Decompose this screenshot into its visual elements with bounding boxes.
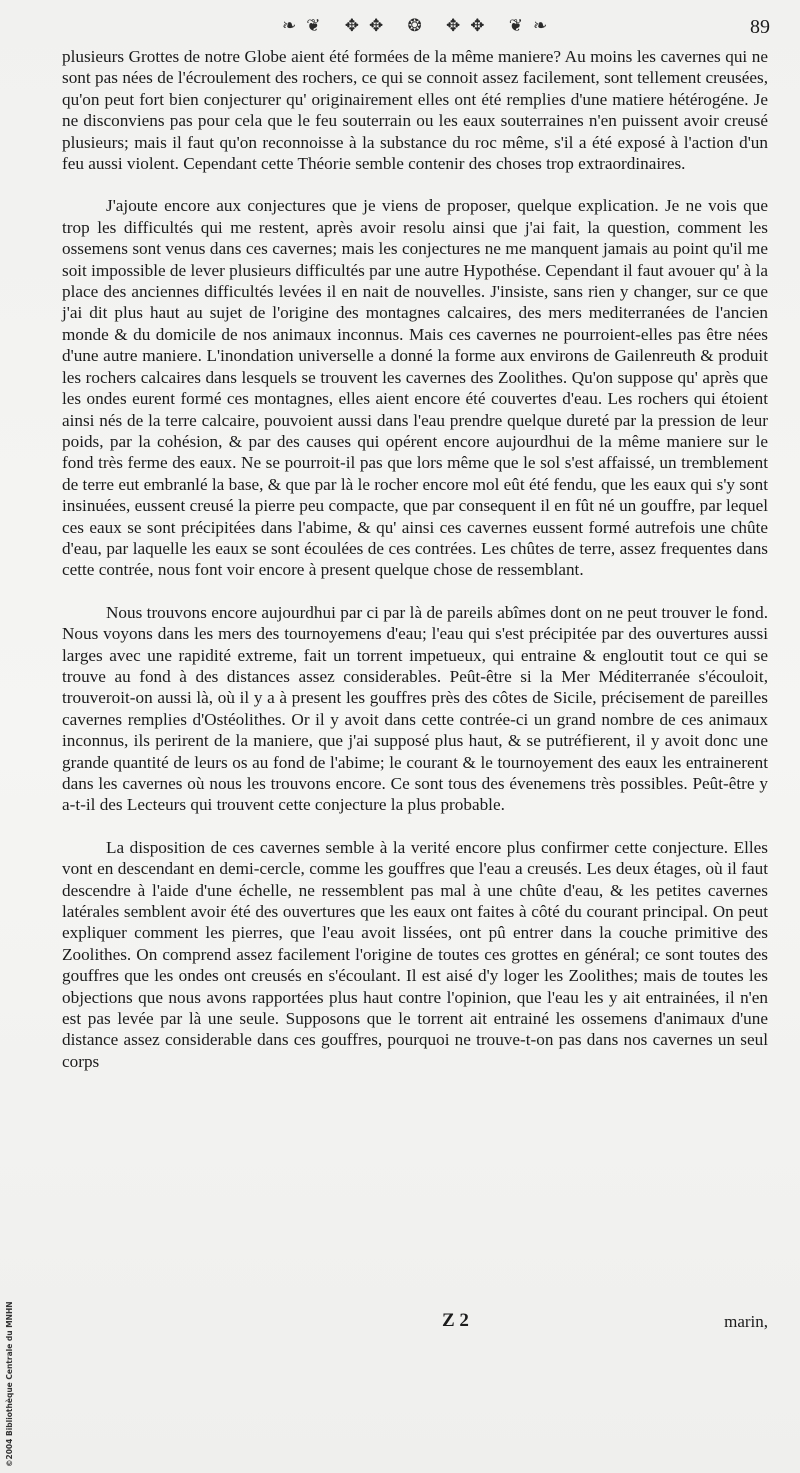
paragraph: J'ajoute encore aux conjectures que je viens de proposer, quelque explication. Je ne vois que trop les difficultés qui me restent, après avoir resolu ainsi que j'ai fait, la question, comment les ossemens sont venus dans ces cavernes; mais les conjectures ne me manquent jamais au point qu'il me soit impossible de lever plusieurs difficultés par une autre Hypothése. Cependant il faut avouer qu' à la place des anciennes difficultés levées il en nait de nouvelles. J'insiste, sans rien y changer, sur ce que j'ai dit plus haut au sujet de l'origine des montagnes calcaires, des mers mediterranées de l'ancien monde & du domicile de nos animaux inconnus. Mais ces cavernes ne pourroient-elles pas être nées d'une autre maniere. L'inondation universelle a donné la forme aux environs de Gailenreuth & produit les rochers calcaires dans lesquels se trouvent les cavernes des Zoolithes. Qu'on suppose qu' après que les ondes eurent formé ces montagnes, elles aient encore été couvertes d'eau. Les rochers qui étoient ainsi nés de la terre calcaire, pouvoient aussi dans l'eau prendre quelque dureté par la pression de leur poids, par la cohésion, & par des causes qui opérent encore aujourdhui de la même maniere sur le fond très ferme des eaux. Ne se pourroit-il pas que lors même que le sol s'est affaissé, un tremblement de terre eut embranlé la base, & que par là le rocher encore mol eût été fendu, que les eaux qui s'y sont insinuées, eussent creusé la pierre peu compacte, que par consequent il en fût né un gouffre, par lequel ces eaux se sont précipitées dans l'abime, & qu' ainsi ces cavernes eussent formé autrefois une chûte d'eau, par laquelle les eaux se sont écoulées de ces contrées. Les chûtes de terre, assez frequentes dans cette contrée, nous font voir encore à present quelque chose de ressemblant. — [62, 196, 768, 580]
paragraph: Nous trouvons encore aujourdhui par ci par là de pareils abîmes dont on ne peut trouver le fond. Nous voyons dans les mers des tournoyemens d'eau; l'eau qui s'est précipitée par des ouvertures aussi larges avec une rapidité extreme, fait un torrent impetueux, qui entraine & engloutit tout ce qui se trouve au fond à des distances assez considerables. Peût-être si la Mer Méditerranée s'écouloit, trouveroit-on aussi là, où il y a à present les gouffres près des côtes de Sicile, précisement de pareilles cavernes remplies d'Ostéolithes. Or il y avoit dans cette contrée-ci un grand nombre de ces animaux inconnus, ils perirent de la maniere, que j'ai supposé plus haut, & se putréfierent, il y avoit donc une grande quantité de leurs os au fond de l'abime; le courant & le tournoyement des eaux les entrainerent dans les cavernes où nous les trouvons encore. Ce sont tous des évenemens très possibles. Peût-être y a-t-il des Lecteurs qui trouvent cette conjecture la plus probable. — [62, 602, 768, 815]
body-text — [62, 46, 768, 1072]
page-number: 89 — [750, 16, 770, 38]
catchword: marin, — [724, 1312, 768, 1331]
page-footer — [62, 1310, 768, 1338]
signature-mark: Z 2 — [442, 1310, 469, 1331]
page-header — [62, 14, 774, 40]
paragraph-continuation: plusieurs Grottes de notre Globe aient été formées de la même maniere? Au moins les cavernes qui ne sont pas nées de l'écroulement des rochers, ce qui se connoit assez facilement, sont tellement creusées, qu'on peut fort bien conjecturer qu' originairement elles ont été remplies d'une matiere hétérogéne. Je ne disconviens pas pour cela que le feu souterrain ou les eaux souterraines n'en puissent avoir creusé plusieurs; mais il faut qu'on reconnoisse à la substance du roc même, s'il a été exposé à l'action d'un feu aussi violent. Cependant cette Théorie semble contenir des choses trop extraordinaires. — [62, 47, 768, 174]
library-watermark: ©2004 Bibliothèque Centrale du MNHN — [5, 1301, 14, 1467]
header-ornament: ❧❦ ✥✥ ❂ ✥✥ ❦❧ — [282, 16, 558, 35]
paragraph: La disposition de ces cavernes semble à la verité encore plus confirmer cette conjecture. Elles vont en descendant en demi-cercle, comme les gouffres que l'eau a creusés. Les deux étages, où il faut descendre à l'aide d'une échelle, ne ressemblent pas mal à une chûte d'eau, & les petites cavernes latérales semblent avoir été des ouvertures que les eaux ont faites à côté du courant principal. On peut expliquer comment les pierres, que l'eau avoit lissées, ont pû entrer dans la couche primitive des Zoolithes. On comprend assez facilement l'origine de toutes ces grottes en général; ce sont toutes des gouffres que les ondes ont creusés en s'écoulant. Il est aisé d'y loger les Zoolithes; mais de toutes les objections que nous avons rapportées plus haut contre l'opinion, que l'eau les y ait entrainées, il n'en est pas levée par là une seule. Supposons que le torrent ait entrainé les ossemens d'animaux d'une distance assez considerable dans ces gouffres, pourquoi ne trouve-t-on pas dans nos cavernes un seul corps — [62, 837, 768, 1071]
